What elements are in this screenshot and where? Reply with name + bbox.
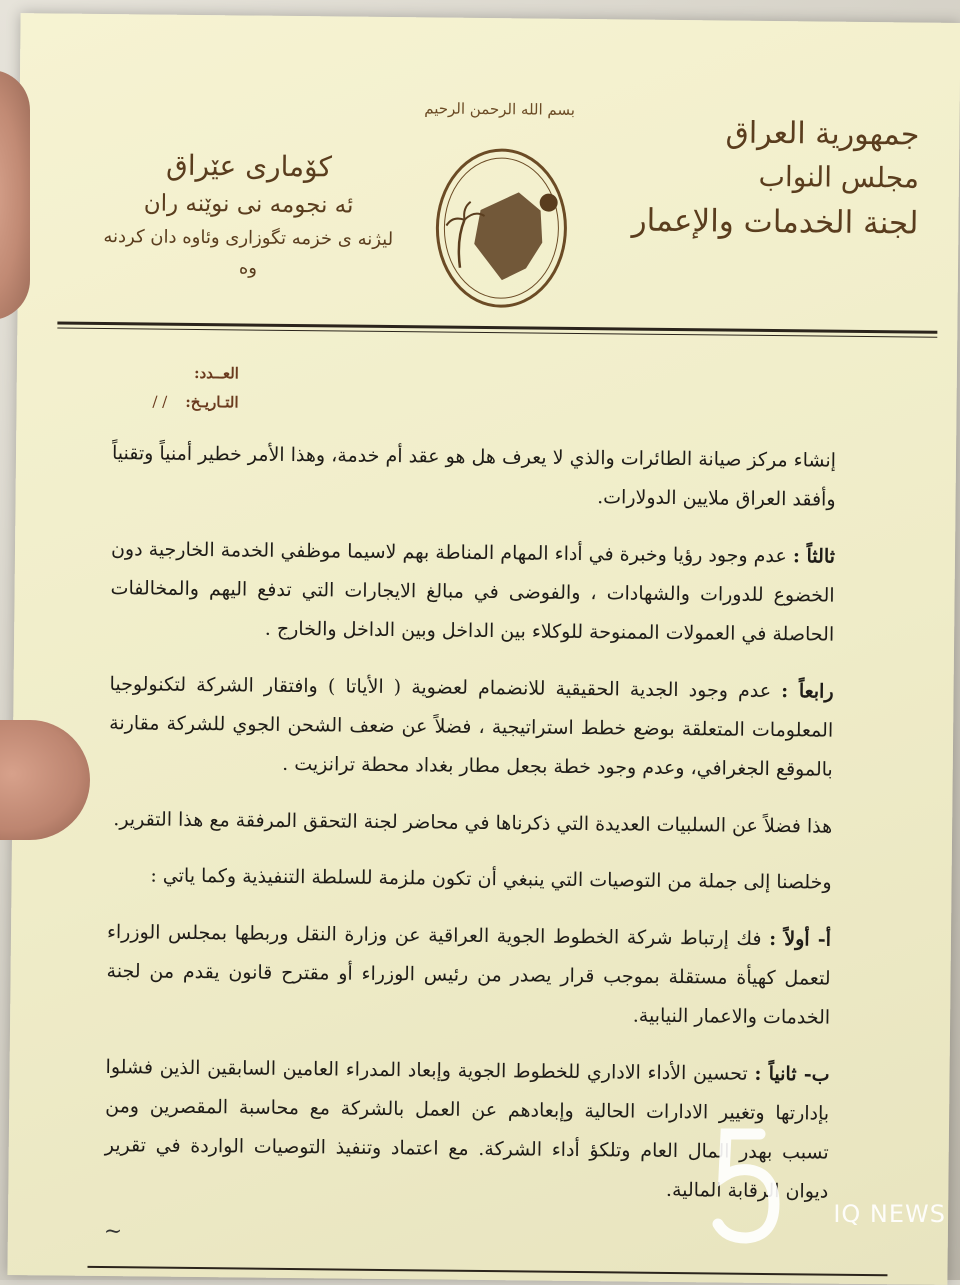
letterhead-kurdish-committee: لیژنه ی خزمه تگوزاری وئاوه دان كردنه وه xyxy=(103,225,394,279)
footer-divider xyxy=(87,1266,887,1276)
paragraph-fourth xyxy=(109,665,834,789)
letterhead-country: جمهورية العراق xyxy=(725,115,920,153)
date-label: التـاريـخ: xyxy=(185,392,239,411)
letterhead-committee: لجنة الخدمات والإعمار xyxy=(631,202,919,242)
item-text-third: عدم وجود رؤيا وخبرة في أداء المهام المناطة بهم لاسيما موظفي الخدمة الخارجية دون الخضوع للدورات والشهادات ، والفوضى في مبالغ الايجارات التي تدفع اليهم والمخالفات الحاصلة في العمولات الممنوحة للوكلاء بين الداخل وبين الداخل والخارج . xyxy=(110,537,835,646)
parliament-seal-logo xyxy=(430,139,574,310)
paragraph-4: هذا فضلاً عن السلبيات العديدة التي ذكرناها في محاضر لجنة التحقق المرفقة مع هذا التقرير. xyxy=(113,807,833,838)
handwritten-mark: ~ xyxy=(103,1219,123,1245)
letterhead-kurdish xyxy=(98,144,399,286)
date-value: / / xyxy=(152,392,168,411)
iq-news-logo xyxy=(690,1124,920,1264)
item-text-b: تحسين الأداء الاداري للخطوط الجوية وإبعاد المدراء العامين السابقين الذين فشلوا بإدارتها وتغيير الادارات الحالية وإبعادهم عن العمل بالشركة مع محاسبة المقصرين ومن تسبب بهدر المال العام وتلكؤ أداء الشركة. مع اعتماد وتنفيذ التوصيات الواردة في تقرير ديوان الرقابة المالية. xyxy=(104,1056,830,1203)
item-text-fourth: عدم وجود الجدية الحقيقية للانضمام لعضوية ( الأياتا ) وافتقار الشركة لتكنولوجيا المعلومات المتعلقة بوضع خطط استراتيجية ، فضلاً عن ضعف الشحن الجوي للشركة مقارنة بالموقع الجغرافي، وعدم وجود خطة بجعل مطار بغداد محطة ترانزيت . xyxy=(109,672,834,781)
item-label-b: ب- ثانياً : xyxy=(754,1063,830,1086)
item-text-a: فك إرتباط شركة الخطوط الجوية العراقية عن وزارة النقل وربطها بمجلس الوزراء لتعمل كهيأة مستقلة بموجب قرار يصدر من رئيس الوزراء أو مقترح قانون يقدم من لجنة الخدمات والاعمار النيابية. xyxy=(106,921,831,1029)
basmala: بسم الله الرحمن الرحيم xyxy=(424,99,576,119)
letterhead-kurdish-council: ئه نجومه نی نوێنه ران xyxy=(143,190,354,219)
holding-thumb xyxy=(0,70,30,320)
paragraph-third xyxy=(110,530,835,654)
item-label-a: أ- أولاً : xyxy=(769,928,832,952)
paragraph-1: إنشاء مركز صيانة الطائرات والذي لا يعرف هل هو عقد أم خدمة، وهذا الأمر خطير أمنياً وتقنياً وأفقد العراق ملايين الدولارات. xyxy=(111,442,837,511)
letterhead-council: مجلس النواب xyxy=(758,159,920,195)
watermark-text: IQ NEWS xyxy=(833,1200,946,1228)
item-label-third: ثالثاً : xyxy=(792,545,836,568)
paragraph-5: وخلصنا إلى جملة من التوصيات التي ينبغي أن تكون ملزمة للسلطة التنفيذية وكما ياتي : xyxy=(150,864,832,895)
letterhead-arabic xyxy=(618,109,919,247)
number-label: العــدد: xyxy=(193,363,239,383)
document-page xyxy=(7,13,960,1285)
letterhead-kurdish-country: كۆماری عێراق xyxy=(165,148,333,184)
item-label-fourth: رابعاً : xyxy=(781,679,834,703)
reference-block xyxy=(152,359,239,417)
paragraph-recommendation-a xyxy=(106,913,831,1037)
letter-body xyxy=(104,434,836,1229)
